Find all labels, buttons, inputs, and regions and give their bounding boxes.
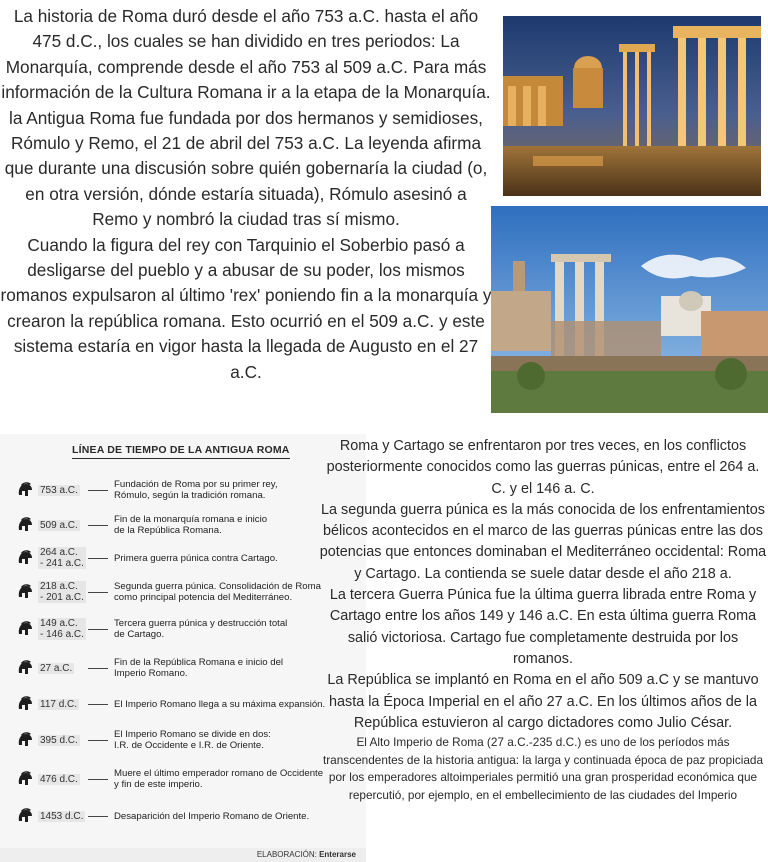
timeline-date: 27 a.C.	[40, 662, 73, 674]
roman-helmet-icon	[16, 583, 34, 601]
timeline-row	[0, 728, 366, 758]
intro-paragraph-1: La historia de Roma duró desde el año 753 a.C. hasta el año 475 d.C., los cuales se han dividido en tres periodos: La Monarquía, comprende desde el año 753 al 509 a.C. Para más información de la Cultura Romana ir a la etapa de la Monarquía.	[1, 6, 491, 103]
timeline-connector	[88, 592, 108, 593]
timeline-connector	[88, 525, 108, 526]
timeline-row	[0, 767, 366, 797]
intro-paragraph-2: la Antigua Roma fue fundada por dos hermanos y semidioses, Rómulo y Remo, el 21 de abril del 753 a.C. La leyenda afirma que durante una discusión sobre quién gobernaría la ciudad (o, en otra versión, dónde estaría situada), Rómulo asesinó a Remo y nombró la ciudad tras sí mismo.	[4, 107, 488, 230]
roman-helmet-icon	[16, 695, 34, 713]
timeline-date: 149 a.C. - 146 a.C.	[40, 618, 84, 640]
timeline-row	[0, 617, 366, 647]
timeline-description: El Imperio Romano llega a su máxima expansión.	[114, 698, 326, 710]
timeline-description: Desaparición del Imperio Romano de Oriente.	[114, 810, 310, 822]
roman-helmet-icon	[16, 481, 34, 499]
intro-paragraph-3: Cuando la figura del rey con Tarquinio el Soberbio pasó a desligarse del pueblo y a abusar de su poder, los mismos romanos expulsaron al último 'rex' poniendo fin a la monarquía y crearon la república romana. Esto ocurrió en el 509 a.C. y este sistema estaría en vigor hasta la llegada de Augusto en el 27 a.C.	[0, 234, 492, 382]
timeline-row	[0, 580, 366, 610]
timeline-description: Segunda guerra púnica. Consolidación de Roma como principal potencia del Mediterráneo.	[114, 581, 321, 603]
wars-text	[318, 436, 768, 805]
timeline-description: El Imperio Romano se divide en dos: I.R. de Occidente e I.R. de Oriente.	[114, 729, 271, 751]
roman-helmet-icon	[16, 620, 34, 638]
timeline-row	[0, 546, 366, 576]
timeline-date: 509 a.C.	[40, 519, 78, 531]
timeline-row	[0, 804, 366, 834]
right-paragraph-2: La segunda guerra púnica es la más conocida de los enfrentamientos bélicos acontecidos en el marco de las guerras púnicas entre las dos potencias que entonces dominaban el Mediterráneo occidental: Roma y Cartago. La contienda se suele datar desde el año 218 a.	[319, 501, 767, 582]
timeline-description: Fin de la monarquía romana e inicio de la República Romana.	[114, 514, 268, 536]
roman-helmet-icon	[16, 807, 34, 825]
timeline-connector	[88, 740, 108, 741]
timeline-connector	[88, 816, 108, 817]
roman-helmet-icon	[16, 731, 34, 749]
timeline-connector	[88, 704, 108, 705]
timeline-row	[0, 513, 366, 543]
timeline-row	[0, 692, 366, 722]
credit-name: Enterarse	[319, 850, 356, 859]
timeline-title: LÍNEA DE TIEMPO DE LA ANTIGUA ROMA	[72, 444, 290, 459]
right-paragraph-3: La tercera Guerra Púnica fue la última guerra librada entre Roma y Cartago entre los años 149 y 146 a.C. En esta última guerra Roma salió victoriosa. Cartago fue completamente destruida por los romanos.	[329, 587, 757, 667]
timeline-description: Fin de la República Romana e inicio del Imperio Romano.	[114, 657, 284, 679]
timeline-date: 264 a.C. - 241 a.C.	[40, 547, 84, 569]
timeline-connector	[88, 629, 108, 630]
timeline-date: 117 d.C.	[40, 698, 78, 710]
credit-label: ELABORACIÓN:	[256, 850, 317, 859]
timeline-row	[0, 656, 366, 686]
timeline-row	[0, 478, 366, 508]
timeline-connector	[88, 490, 108, 491]
timeline-date: 218 a.C. - 201 a.C.	[40, 581, 84, 603]
roman-helmet-icon	[16, 770, 34, 788]
timeline-date: 476 d.C.	[40, 773, 78, 785]
roman-helmet-icon	[16, 549, 34, 567]
timeline-connector	[88, 668, 108, 669]
roman-forum-night-photo	[503, 16, 761, 196]
timeline-description: Primera guerra púnica contra Cartago.	[114, 552, 278, 564]
timeline-description: Tercera guerra púnica y destrucción total de Cartago.	[114, 618, 288, 640]
intro-text	[0, 4, 492, 385]
roman-forum-day-photo	[491, 206, 768, 413]
roman-helmet-icon	[16, 516, 34, 534]
timeline-connector	[88, 779, 108, 780]
timeline-date: 395 d.C.	[40, 734, 78, 746]
right-paragraph-1: Roma y Cartago se enfrentaron por tres veces, en los conflictos posteriormente conocidos como las guerras púnicas, entre el 264 a. C. y el 146 a. C.	[326, 438, 760, 497]
timeline-date: 1453 d.C.	[40, 810, 84, 822]
timeline-credit	[0, 848, 366, 862]
roman-helmet-icon	[16, 659, 34, 677]
right-paragraph-5: El Alto Imperio de Roma (27 a.C.-235 d.C.) es uno de los períodos más transcendentes de la historia antigua: la larga y continuada época de paz propiciada por los emperadores altoimperiales permitió una gran prosperidad económica que repercutió, por ejemplo, en el embellecimiento de las ciudades del Imperio	[322, 735, 764, 802]
right-paragraph-4: La República se implantó en Roma en el año 509 a.C y se mantuvo hasta la Época Imperial en el año 27 a.C. En los últimos años de la República estuvieron al cargo dictadores como Julio César.	[327, 672, 759, 731]
timeline-date: 753 a.C.	[40, 484, 78, 496]
timeline-description: Muere el último emperador romano de Occidente y fin de este imperio.	[114, 768, 324, 790]
timeline-connector	[88, 558, 108, 559]
timeline-description: Fundación de Roma por su primer rey, Rómulo, según la tradición romana.	[114, 479, 278, 501]
timeline-infographic	[0, 434, 366, 862]
